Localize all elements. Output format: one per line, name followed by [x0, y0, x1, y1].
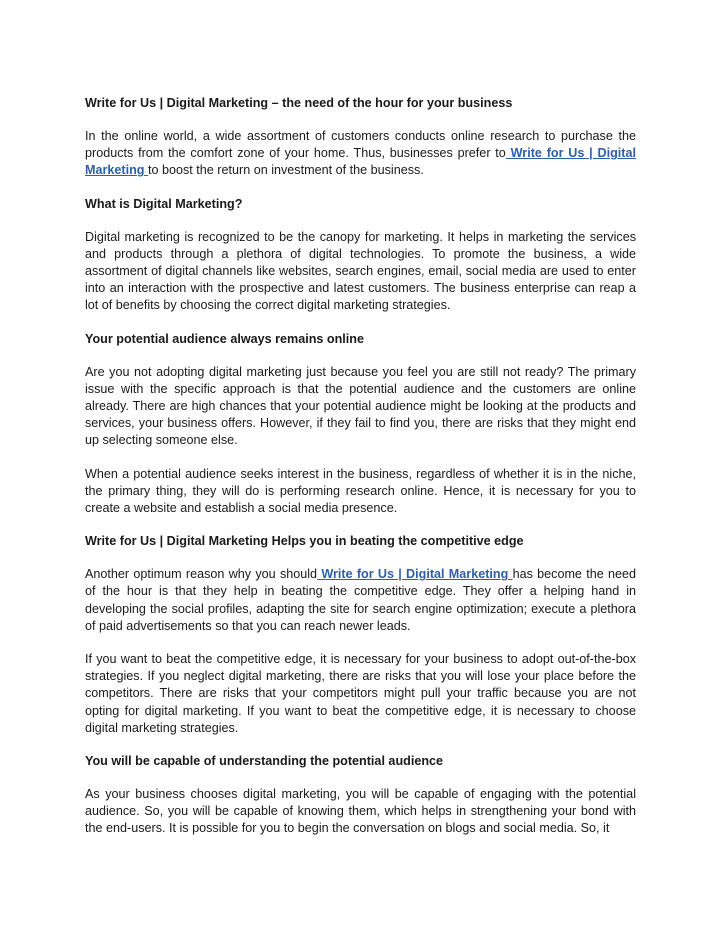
paragraph-understand-audience: As your business chooses digital marketing, you will be capable of engaging with the potential audience. So, you will be capable of knowing them, which helps in strengthening your bond with the end-users. It is possible for you to begin the conversation on blogs and social media. So, it [85, 787, 636, 836]
write-for-us-link-2[interactable]: Write for Us | Digital Marketing [317, 567, 513, 582]
heading-main: Write for Us | Digital Marketing – the need of the hour for your business [85, 96, 513, 110]
heading-audience-online: Your potential audience always remains online [85, 331, 365, 346]
heading-understand-audience: You will be capable of understanding the potential audience [85, 754, 444, 769]
write-for-us-link-1[interactable]: Write for Us | Digital Marketing [85, 146, 636, 178]
paragraph-audience-online: Are you not adopting digital marketing just because you feel you are still not ready? The primary issue with the specific approach is that the potential audience and the customers are online already. There are high chances that your potential audience might be looking at the products and services, your business offers. However, if they fail to find you, there are risks that they might end up selecting someone else. [85, 364, 636, 448]
paragraph-competitive-text-end: has become the need of the hour is that they help in beating the competitive edge. They offer a helping hand in developing the social profiles, adapting the site for search engine optimization; execute a plethora of paid advertisements so that you can reach newer leads. [85, 567, 636, 633]
paragraph-intro [85, 128, 636, 180]
heading-what-is: What is Digital Marketing? [85, 196, 243, 211]
paragraph-intro-text-end: to boost the return on investment of the business. [147, 163, 424, 178]
paragraph-intro-text: In the online world, a wide assortment of customers conducts online research to purchase the products from the comfort zone of your home. Thus, businesses prefer to [85, 129, 636, 161]
paragraph-competitive-text: Another optimum reason why you should [85, 567, 318, 582]
paragraph-competitive-reason [85, 566, 636, 635]
paragraph-beat-competition: If you want to beat the competitive edge, it is necessary for your business to adopt out-of-the-box strategies. If you neglect digital marketing, there are risks that you will lose your place before the competitors. There are risks that your competitors might pull your traffic because you are not opting for digital marketing. If you want to beat the competitive edge, it is necessary to choose digital marketing strategies. [85, 652, 636, 735]
heading-competitive-edge: Write for Us | Digital Marketing Helps you in beating the competitive edge [85, 534, 524, 549]
paragraph-what-is: Digital marketing is recognized to be the canopy for marketing. It helps in marketing the services and products through a plethora of digital technologies. To promote the business, a wide assortment of digital channels like websites, search engines, email, social media are used to enter into an interaction with the prospective and latest customers. The business enterprise can reap a lot of benefits by choosing the correct digital marketing strategies. [85, 229, 636, 313]
paragraph-research-online: When a potential audience seeks interest in the business, regardless of whether it is in the niche, the primary thing, they will do is performing research online. Hence, it is necessary for you to create a website and establish a social media presence. [85, 466, 636, 516]
